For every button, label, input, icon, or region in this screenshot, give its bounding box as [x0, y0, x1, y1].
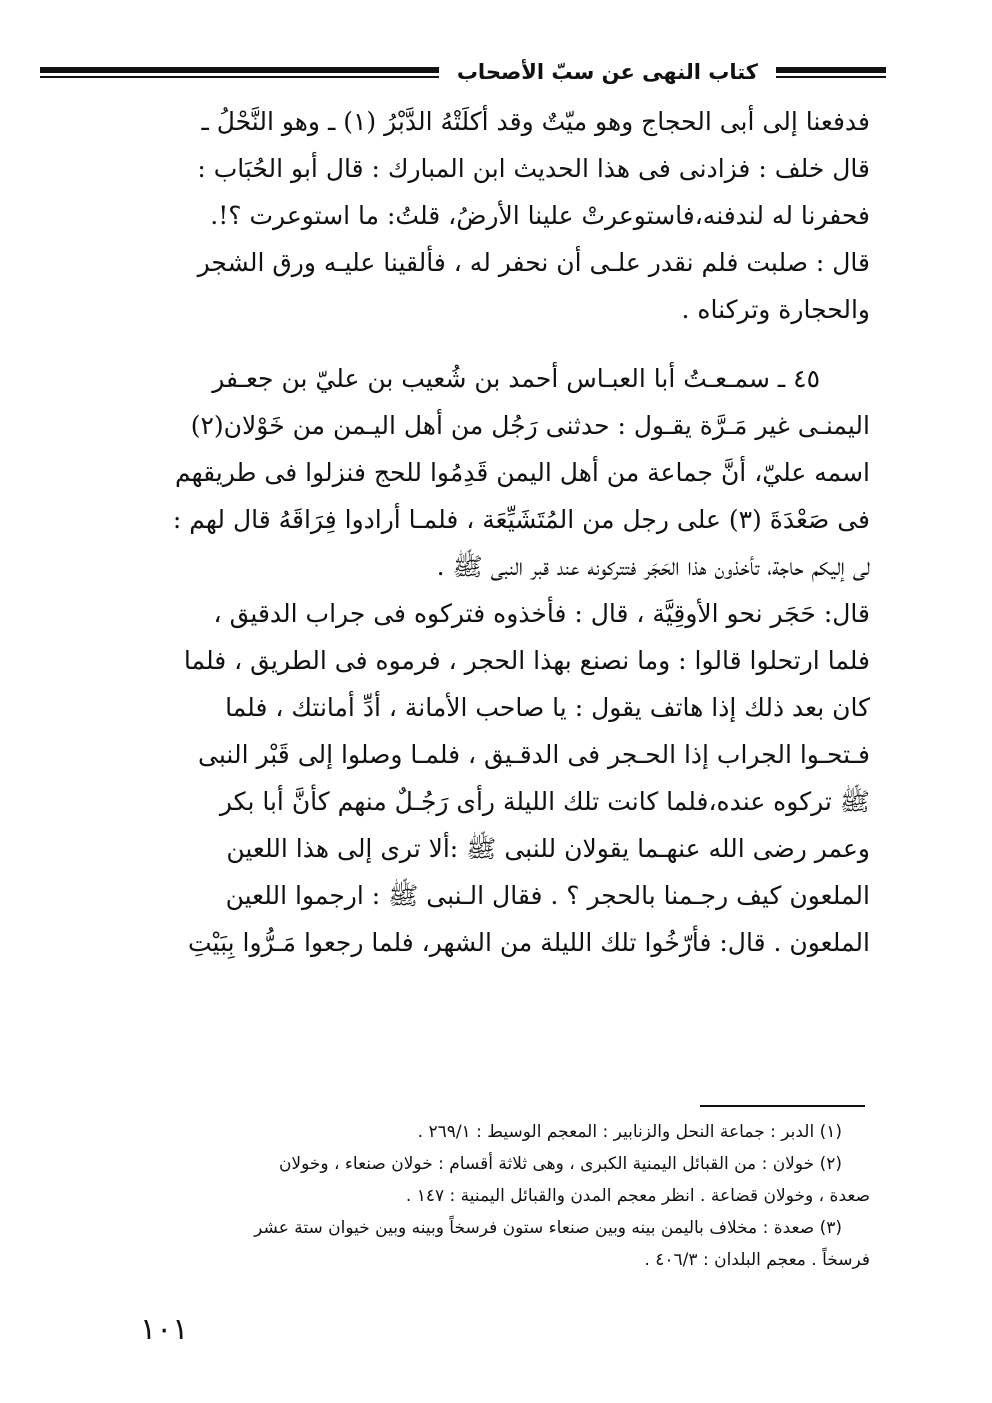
text-line: ٤٥ ـ سمـعـتُ أبا العبـاس أحمد بن شُعيب بن عليّ بن جعـفر — [212, 364, 820, 393]
footnote-line: صعدة ، وخولان قضاعة . انظر معجم المدن والقبائل اليمنية : ١٤٧ . — [405, 1186, 870, 1206]
text-line: والحجارة وتركناه . — [681, 295, 870, 324]
text-line: كان بعد ذلك إذا هاتف يقول : يا صاحب الأمانة ، أدِّ أمانتك ، فلما — [225, 693, 870, 722]
footnote-line: فرسخاً . معجم البلدان : ٤٠٦/٣ . — [644, 1250, 870, 1270]
header-rule-left — [40, 67, 439, 78]
footnote-line: (١) الدبر : جماعة النحل والزنابير : المعجم الوسيط : ٢٦٩/١ . — [417, 1122, 842, 1142]
text-line: فحفرنا له لندفنه،فاستوعرتْ علينا الأرضُ، قلتُ: ما استوعرت ؟!. — [210, 201, 870, 230]
text-line: قال : صلبت فلم نقدر علـى أن نحفر له ، فألقينا عليـه ورق الشجر — [197, 248, 870, 277]
header-title: كتاب النهى عن سبّ الأصحاب — [456, 60, 758, 84]
footnotes — [120, 1116, 870, 1276]
footnote-line: (٢) خولان : من القبائل اليمنية الكبرى ، وهى ثلاثة أقسام : خولان صنعاء ، وخولان — [278, 1154, 842, 1174]
text-line: فلما ارتحلوا قالوا : وما نصنع بهذا الحجر ، فرموه فى الطريق ، فلما — [183, 646, 870, 675]
text-line: فدفعنا إلى أبى الحجاج وهو ميّتٌ وقد أكلَتْهُ الدَّبْرُ (١) ـ وهو النَّحْلُ ـ — [201, 107, 870, 136]
text-line: فى صَعْدَةَ (٣) على رجل من المُتَشَيِّعَة ، فلمـا أرادوا فِرَاقَهُ قال لهم : — [172, 505, 870, 534]
text-line: اليمنـى غير مَـرَّة يقـول : حدثنى رَجُل من أهل اليـمن من خَوْلان(٢) — [190, 411, 870, 440]
footnote-divider — [700, 1105, 865, 1107]
text-line: ﷺ تركوه عنده،فلما كانت تلك الليلة رأى رَجُـلٌ منهم كأنَّ أبا بكر — [219, 787, 870, 816]
running-header — [40, 52, 886, 92]
text-line: لى إليكم حاجة، تأخذون هذا الحَجَر فتتركونه عند قبر النبى ﷺ . — [436, 552, 870, 581]
header-rule-right — [776, 67, 886, 78]
text-line: الملعون كيف رجـمنا بالحجر ؟ . فقال الـنبى ﷺ : ارجموا اللعين — [225, 881, 870, 910]
text-line: الملعون . قال: فأرّخُوا تلك الليلة من الشهر، فلما رجعوا مَـرُّوا بِبَيْتِ — [187, 928, 870, 957]
main-text — [120, 98, 870, 966]
text-line: وعمر رضى الله عنهـما يقولان للنبى ﷺ :ألا ترى إلى هذا اللعين — [226, 834, 870, 863]
page-number: ١٠١ — [140, 1312, 189, 1347]
text-line: قال: حَجَر نحو الأوقِيَّة ، قال : فأخذوه فتركوه فى جراب الدقيق ، — [213, 599, 870, 628]
footnote-line: (٣) صعدة : مخلاف باليمن بينه وبين صنعاء ستون فرسخاً وبينه وبين خيوان ستة عشر — [254, 1218, 842, 1238]
text-line: قال خلف : فزادنى فى هذا الحديث ابن المبارك : قال أبو الحُبَاب : — [197, 154, 870, 183]
text-line: فـتحـوا الجراب إذا الحـجر فى الدقـيق ، فلمـا وصلوا إلى قَبْر النبى — [198, 740, 870, 769]
text-line: اسمه عليّ، أنَّ جماعة من أهل اليمن قَدِمُوا للحج فنزلوا فى طريقهم — [175, 458, 870, 487]
